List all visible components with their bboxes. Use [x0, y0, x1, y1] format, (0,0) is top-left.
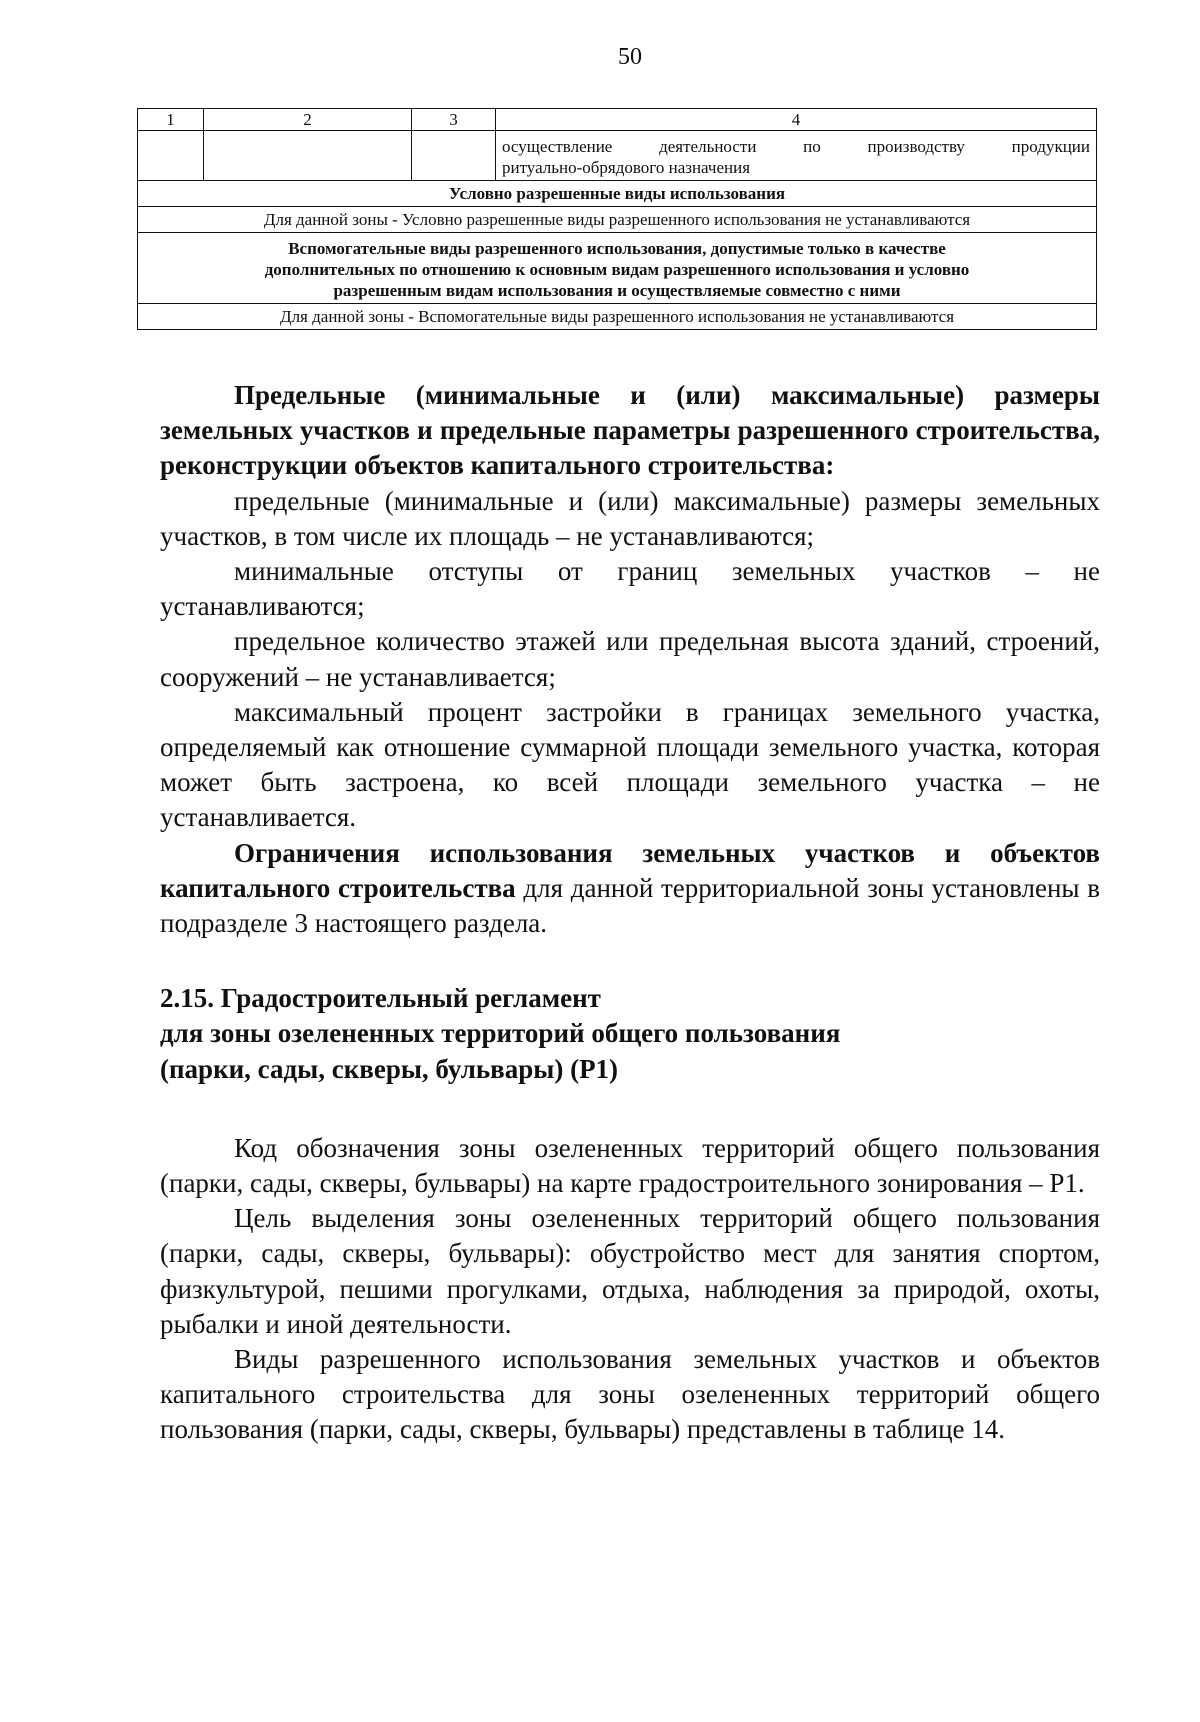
regulation-table [137, 108, 1097, 330]
table-row [138, 207, 1097, 233]
description-line: ритуально-обрядового назначения [502, 158, 751, 177]
auxiliary-title-line: Вспомогательные виды разрешенного использования, допустимые только в качестве [288, 239, 946, 258]
table-header-cell: 3 [412, 109, 496, 131]
section-title: для зоны озелененных территорий общего пользования [160, 1018, 841, 1049]
limits-item: максимальный процент застройки в границах земельного участка, определяемый как отношение суммарной площади земельного участка, которая может быть застроена, ко всей площади земельного участка – не устанавливается. [160, 696, 1100, 833]
conditional-uses-text: Для данной зоны - Условно разрешенные виды разрешенного использования не устанавливаются [138, 207, 1097, 233]
table-header-cell: 2 [204, 109, 412, 131]
description-line: осуществление деятельности по производству продукции [502, 137, 1090, 156]
table-header-row [138, 109, 1097, 131]
limits-heading: Предельные (минимальные и (или) максимальные) размеры земельных участков и предельные параметры разрешенного строительства, реконструкции объектов капитального строительства: [160, 380, 1100, 481]
table-cell-empty [138, 131, 204, 181]
restrictions-rest: для данной территориальной зоны установлены в подразделе 3 настоящего раздела. [160, 872, 1100, 939]
restrictions-bold: Ограничения использования земельных участков и объектов капитального строительства [160, 837, 1100, 903]
limits-item: минимальные отступы от границ земельных участков – не устанавливаются; [160, 556, 1100, 622]
limits-item: предельные (минимальные и (или) максимальные) размеры земельных участков, в том числе их площадь – не устанавливаются; [160, 485, 1100, 551]
table-cell-description [496, 131, 1097, 181]
section-title: (парки, сады, скверы, бульвары) (Р1) [160, 1053, 619, 1084]
auxiliary-uses-title [138, 233, 1097, 304]
table-row [138, 233, 1097, 304]
table-cell-empty [412, 131, 496, 181]
document-body [160, 378, 1100, 1448]
table-header-cell: 4 [496, 109, 1097, 131]
section-title: 2.15. Градостроительный регламент [160, 983, 601, 1014]
auxiliary-uses-text: Для данной зоны - Вспомогательные виды разрешенного использования не устанавливаются [138, 304, 1097, 330]
table-row [138, 181, 1097, 207]
table-row [138, 131, 1097, 181]
page-number: 50 [618, 44, 642, 70]
auxiliary-title-line: разрешенным видам использования и осуществляемые совместно с ними [333, 281, 901, 300]
conditional-uses-title: Условно разрешенные виды использования [138, 181, 1097, 207]
table-header-cell: 1 [138, 109, 204, 131]
section-paragraph: Виды разрешенного использования земельных участков и объектов капитального строительства для зоны озелененных территорий общего пользования (парки, сады, скверы, бульвары) представлены в таблице 14. [160, 1344, 1100, 1445]
table-cell-empty [204, 131, 412, 181]
section-paragraph: Код обозначения зоны озелененных территорий общего пользования (парки, сады, скверы, бульвары) на карте градостроительного зонирования – Р1. [160, 1132, 1100, 1199]
limits-item: предельное количество этажей или предельная высота зданий, строений, сооружений – не устанавливается; [160, 626, 1100, 692]
restrictions-paragraph [160, 836, 1100, 942]
table-row [138, 304, 1097, 330]
auxiliary-title-line: дополнительных по отношению к основным видам разрешенного использования и условно [264, 260, 970, 279]
section-paragraph: Цель выделения зоны озелененных территорий общего пользования (парки, сады, скверы, бульвары): обустройство мест для занятия спортом, физкультурой, пешими прогулками, отдыха, наблюдения за природой, охоты, рыбалки и иной деятельности. [160, 1203, 1100, 1339]
